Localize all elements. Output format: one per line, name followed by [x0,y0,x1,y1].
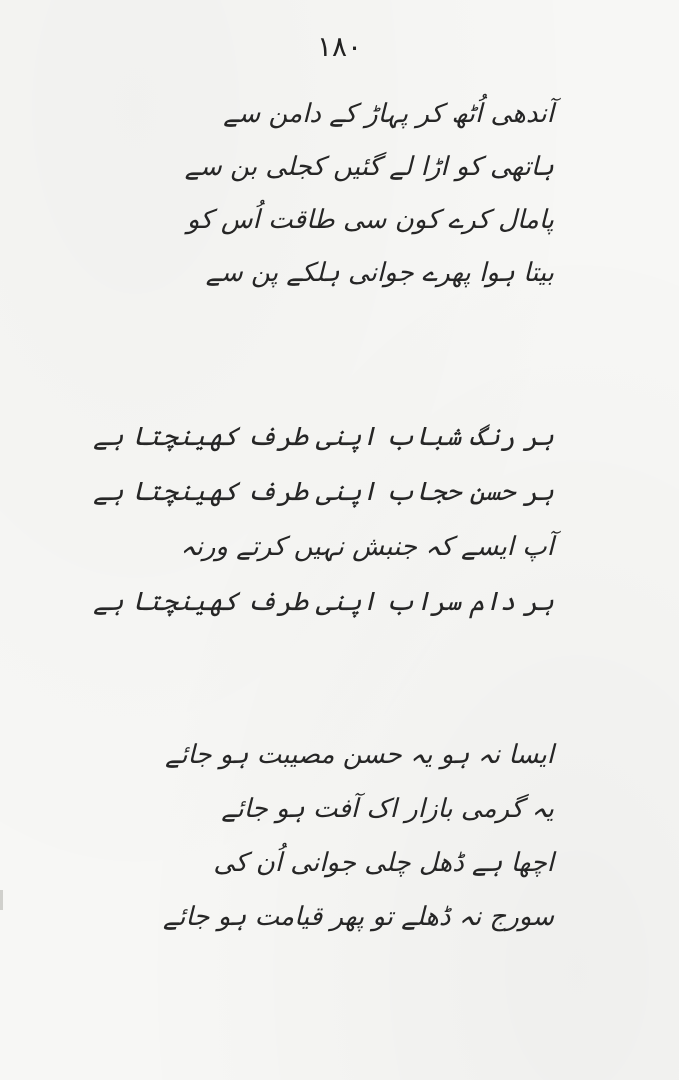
stanza-1 [184,88,554,300]
verse-line: ہاتھی کو اڑا لے گئیں کجلی بن سے [184,152,554,182]
page-number: ۱۸۰ [316,30,363,63]
verse-line: ہر رنگ شباب اپنی طرف کھینچتا ہے [93,422,554,452]
verse-line: ہر دام سراب اپنی طرف کھینچتا ہے [93,587,554,617]
verse-line: ایسا نہ ہو یہ حسن مصیبت ہو جائے [165,740,554,770]
verse-line: یہ گرمی بازار اک آفت ہو جائے [221,794,554,824]
stanza-3 [162,728,554,944]
verse-line: بیتا ہوا پھرے جوانی ہلکے پن سے [205,258,554,288]
verse-line: پامال کرے کون سی طاقت اُس کو [186,205,554,235]
stanza-2 [93,410,554,630]
verse-line: آندھی اُٹھ کر پہاڑ کے دامن سے [223,99,554,129]
binding-mark [0,890,3,910]
verse-line: ہر حسن حجاب اپنی طرف کھینچتا ہے [93,477,554,507]
verse-line: سورج نہ ڈھلے تو پھر قیامت ہو جائے [162,902,554,932]
verse-line: آپ ایسے کہ جنبش نہیں کرتے ورنہ [180,532,554,562]
verse-line: اچھا ہے ڈھل چلی جوانی اُن کی [213,848,554,878]
